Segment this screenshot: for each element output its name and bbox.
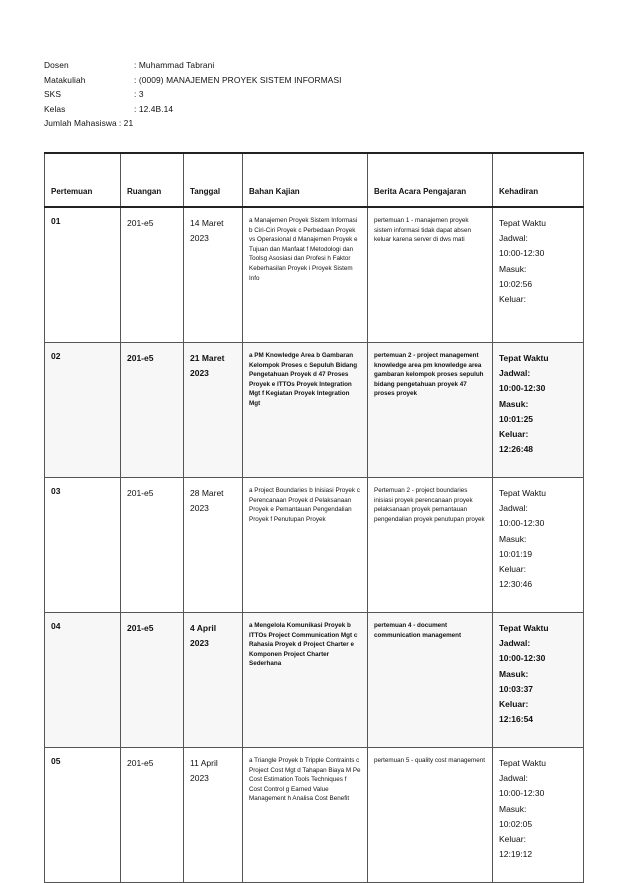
cell-kehadiran xyxy=(493,343,584,478)
header-ruangan: Ruangan xyxy=(121,153,184,207)
cell-tanggal: 21 Maret 2023 xyxy=(184,343,243,478)
keluar-value: 12:30:46 xyxy=(499,579,533,590)
dosen-value: : Muhammad Tabrani xyxy=(134,60,215,70)
jadwal-value: 10:00-12:30 xyxy=(499,653,546,664)
cell-berita: pertemuan 5 - quality cost management xyxy=(368,748,493,883)
cell-ruangan: 201-e5 xyxy=(121,613,184,748)
cell-pertemuan: 02 xyxy=(45,343,121,478)
jadwal-value: 10:00-12:30 xyxy=(499,383,546,394)
cell-berita: pertemuan 4 - document communication management xyxy=(368,613,493,748)
cell-kehadiran xyxy=(493,748,584,883)
jadwal-label: Jadwal: xyxy=(499,773,528,784)
cell-tanggal: 11 April 2023 xyxy=(184,748,243,883)
table-row xyxy=(45,613,584,748)
keluar-value: 12:16:54 xyxy=(499,714,534,725)
cell-kehadiran xyxy=(493,207,584,343)
jadwal-label: Jadwal: xyxy=(499,233,528,244)
cell-ruangan: 201-e5 xyxy=(121,748,184,883)
cell-ruangan: 201-e5 xyxy=(121,207,184,343)
cell-bahan: a Mengelola Komunikasi Proyek b ITTOs Project Communication Mgt c Rahasia Proyek d Project Charter e Komponen Project Charter Sederhana xyxy=(243,613,368,748)
masuk-value: 10:02:05 xyxy=(499,818,533,829)
cell-berita: pertemuan 2 - project management knowledge area pm knowledge area gambaran kelompok proses sepuluh bidang pengetahuan proyek 47 proses proyek xyxy=(368,343,493,478)
info-row-matakuliah xyxy=(44,73,342,88)
masuk-label: Masuk: xyxy=(499,533,527,544)
keluar-label: Keluar: xyxy=(499,699,529,710)
cell-tanggal: 14 Maret 2023 xyxy=(184,207,243,343)
cell-tanggal: 28 Maret 2023 xyxy=(184,478,243,613)
cell-ruangan: 201-e5 xyxy=(121,478,184,613)
matakuliah-label: Matakuliah xyxy=(44,74,86,85)
keluar-value: 12:19:12 xyxy=(499,849,533,860)
info-row-kelas xyxy=(44,102,342,117)
jadwal-label: Jadwal: xyxy=(499,638,531,649)
header-kehadiran: Kehadiran xyxy=(493,153,584,207)
keluar-label: Keluar: xyxy=(499,834,526,845)
masuk-label: Masuk: xyxy=(499,803,527,814)
cell-bahan: a Manajemen Proyek Sistem Informasi b Ciri-Ciri Proyek c Perbedaan Proyek vs Operasional d Manajemen Proyek e Tujuan dan Manfaat f Metodologi dan Toolsg Asosiasi dan Profesi h Faktor Keberhasilan Proyek i Proyek Sistem Info xyxy=(243,207,368,343)
jumlah-label: Jumlah Mahasiswa xyxy=(44,118,117,128)
masuk-value: 10:03:37 xyxy=(499,683,534,694)
table-row xyxy=(45,343,584,478)
cell-pertemuan: 05 xyxy=(45,748,121,883)
keluar-label: Keluar: xyxy=(499,564,526,575)
status-text: Tepat Waktu xyxy=(499,218,546,228)
cell-berita: pertemuan 1 - manajemen proyek sistem informasi tidak dapat absen keluar karena server di dws mati xyxy=(368,207,493,343)
table-header-row xyxy=(45,153,584,207)
matakuliah-value: : (0009) MANAJEMEN PROYEK SISTEM INFORMASI xyxy=(134,74,342,85)
sks-label: SKS xyxy=(44,89,62,99)
cell-pertemuan: 01 xyxy=(45,207,121,343)
header-bahan: Bahan Kajian xyxy=(243,153,368,207)
cell-ruangan: 201-e5 xyxy=(121,343,184,478)
header-pertemuan: Pertemuan xyxy=(45,153,121,207)
info-row-dosen xyxy=(44,58,342,73)
cell-berita: Pertemuan 2 - project boundaries inisiasi proyek perencanaan proyek pelaksanaan proyek pemantauan pengendalian proyek penutupan proyek xyxy=(368,478,493,613)
course-info xyxy=(44,58,342,131)
keluar-value: 12:26:48 xyxy=(499,444,534,455)
status-text: Tepat Waktu xyxy=(499,488,546,498)
header-berita: Berita Acara Pengajaran xyxy=(368,153,493,207)
info-row-sks xyxy=(44,87,342,102)
masuk-value: 10:01:25 xyxy=(499,413,534,424)
sks-value: : 3 xyxy=(134,89,144,99)
keluar-label: Keluar: xyxy=(499,294,526,305)
status-text: Tepat Waktu xyxy=(499,758,546,768)
table-row xyxy=(45,478,584,613)
table-row xyxy=(45,207,584,343)
info-row-jumlah xyxy=(44,116,342,131)
keluar-label: Keluar: xyxy=(499,429,529,440)
cell-bahan: a PM Knowledge Area b Gambaran Kelompok Proses c Sepuluh Bidang Pengetahuan Proyek d 47 Proses Proyek e ITTOs Proyek Integration Mgt f Kegiatan Proyek Integration Mgt xyxy=(243,343,368,478)
cell-pertemuan: 03 xyxy=(45,478,121,613)
status-text: Tepat Waktu xyxy=(499,353,549,363)
masuk-label: Masuk: xyxy=(499,263,527,274)
jadwal-label: Jadwal: xyxy=(499,503,528,514)
table-row xyxy=(45,748,584,883)
jumlah-value: : 21 xyxy=(118,118,134,128)
jadwal-label: Jadwal: xyxy=(499,368,531,379)
attendance-table xyxy=(44,152,584,883)
jadwal-value: 10:00-12:30 xyxy=(499,788,545,799)
cell-kehadiran xyxy=(493,613,584,748)
kelas-label: Kelas xyxy=(44,103,66,114)
cell-bahan: a Triangle Proyek b Tripple Contraints c Project Cost Mgt d Tahapan Biaya M Pe Cost Estimation Tools Techniques f Cost Control g Earned Value Management h Analisa Cost Benefit xyxy=(243,748,368,883)
cell-bahan: a Project Boundaries b Inisiasi Proyek c Perencanaan Proyek d Pelaksanaan Proyek e Pemantauan Pengendalian Proyek f Penutupan Proyek xyxy=(243,478,368,613)
dosen-label: Dosen xyxy=(44,60,69,70)
masuk-value: 10:01:19 xyxy=(499,548,533,559)
jadwal-value: 10:00-12:30 xyxy=(499,518,545,529)
status-text: Tepat Waktu xyxy=(499,623,549,633)
masuk-label: Masuk: xyxy=(499,398,529,409)
kelas-value: : 12.4B.14 xyxy=(134,103,174,114)
cell-kehadiran xyxy=(493,478,584,613)
masuk-value: 10:02:56 xyxy=(499,278,533,289)
header-tanggal: Tanggal xyxy=(184,153,243,207)
masuk-label: Masuk: xyxy=(499,668,529,679)
jadwal-value: 10:00-12:30 xyxy=(499,248,545,259)
cell-tanggal: 4 April 2023 xyxy=(184,613,243,748)
cell-pertemuan: 04 xyxy=(45,613,121,748)
